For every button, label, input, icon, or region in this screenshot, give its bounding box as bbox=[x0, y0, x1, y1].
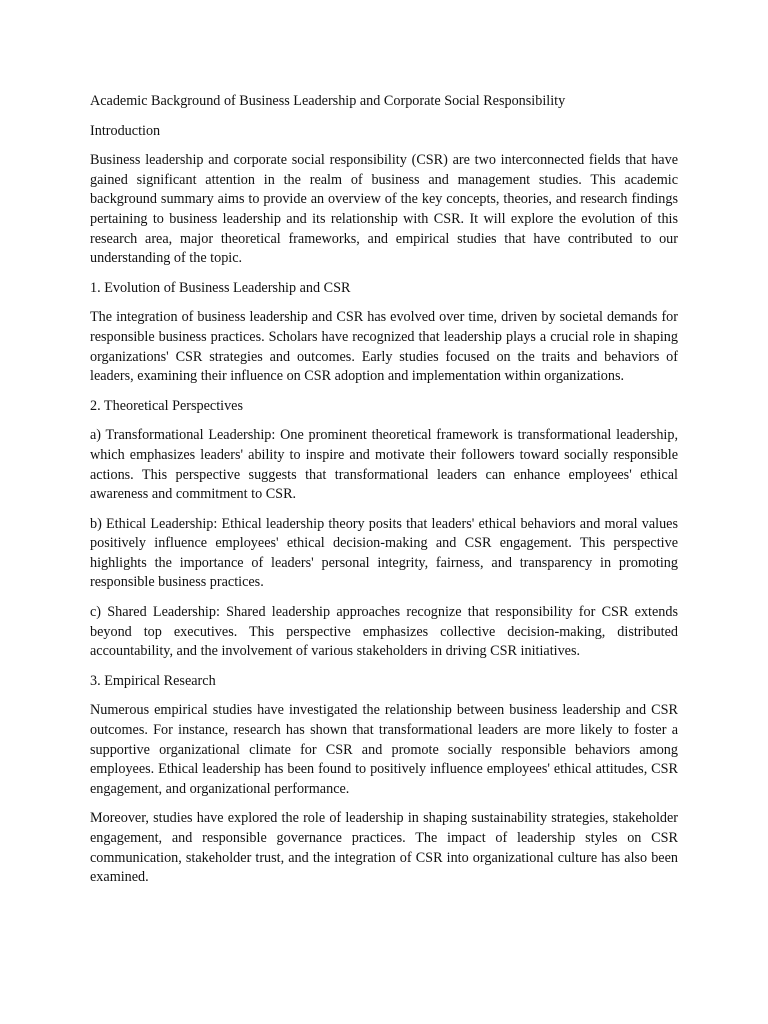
intro-heading: Introduction bbox=[90, 122, 161, 139]
section-2-heading: 2. Theoretical Perspectives bbox=[90, 397, 243, 414]
section-3-paragraph-1: Numerous empirical studies have investigated the relationship between business leadership and CSR outcomes. For instance, research has shown that transformational leaders are more likely to foster a supportive organizational climate for CSR and promote socially responsible behaviors among employees. Ethical leadership has been found to positively influence employees' ethical attitudes, CSR engagement, and organizational performance. bbox=[90, 702, 678, 797]
section-3-paragraph-2: Moreover, studies have explored the role of leadership in shaping sustainability strategies, stakeholder engagement, and responsible governance practices. The impact of leadership styles on CSR communication, stakeholder trust, and the integration of CSR into organizational culture has also been examined. bbox=[90, 810, 678, 886]
section-3-heading: 3. Empirical Research bbox=[90, 672, 216, 689]
section-2-item-a: a) Transformational Leadership: One prominent theoretical framework is transformational leadership, which emphasizes leaders' ability to inspire and motivate their followers toward socially responsible actions. This perspective suggests that transformational leaders can enhance employees' ethical awareness and commitment to CSR. bbox=[90, 427, 678, 503]
section-1-heading: 1. Evolution of Business Leadership and CSR bbox=[90, 279, 351, 296]
document-title: Academic Background of Business Leadership and Corporate Social Responsibility bbox=[90, 93, 566, 109]
document-page bbox=[90, 92, 678, 898]
section-1-paragraph: The integration of business leadership and CSR has evolved over time, driven by societal demands for responsible business practices. Scholars have recognized that leadership plays a crucial role in shaping organizations' CSR strategies and outcomes. Early studies focused on the traits and behaviors of leaders, examining their influence on CSR adoption and implementation within organizations. bbox=[90, 309, 678, 385]
section-2-item-b: b) Ethical Leadership: Ethical leadership theory posits that leaders' ethical behaviors and moral values positively influence employees' ethical decision-making and CSR engagement. This perspective highlights the importance of leaders' personal integrity, fairness, and transparency in promoting responsible business practices. bbox=[90, 515, 678, 591]
section-2-item-c: c) Shared Leadership: Shared leadership approaches recognize that responsibility for CSR extends beyond top executives. This perspective emphasizes collective decision-making, distributed accountability, and the involvement of various stakeholders in driving CSR initiatives. bbox=[90, 604, 678, 660]
intro-paragraph: Business leadership and corporate social responsibility (CSR) are two interconnected fields that have gained significant attention in the realm of business and management studies. This academic background summary aims to provide an overview of the key concepts, theories, and research findings pertaining to business leadership and its relationship with CSR. It will explore the evolution of this research area, major theoretical frameworks, and empirical studies that have contributed to our understanding of the topic. bbox=[90, 152, 678, 267]
